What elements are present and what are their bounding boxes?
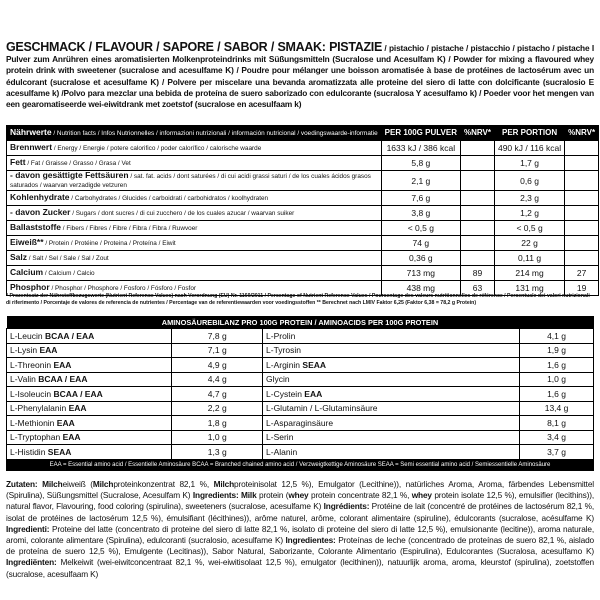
nrv-per-portion [565,141,599,156]
value-per-portion: 1,7 g [494,156,564,171]
ingredients-text [6,479,594,580]
nutrient-name: Brennwert [10,142,53,152]
nutrient-translations: / Sugars / dont sucres / di cui zucchero / de los cuales azucar / waarvan suiker [70,210,295,217]
flavour-description [6,42,594,110]
amino-acid-name [263,343,520,358]
amino-acid-name [7,329,172,344]
amino-acid-label: L-Arginin [266,359,301,370]
amino-acid-name [263,430,520,445]
nutrient-label [7,156,382,171]
amino-acid-label: L-Valin [10,374,36,385]
nutrient-translations: / Energy / Energie / potere calorifico / poder calorífico / calorische waarde [52,145,262,152]
nutrient-label [7,221,382,236]
amino-acid-row [7,329,594,344]
ingredients-segment: Milch [92,479,114,489]
nutrient-translations: / Protein / Protéine / Proteina / Proteína / Eiwit [43,240,176,247]
nutrient-name: - davon gesättigte Fettsäuren [10,170,129,180]
amino-acid-value: 1,0 g [172,430,263,445]
value-per-portion: 22 g [494,236,564,251]
value-per-100g: 74 g [381,236,460,251]
nutrient-name: Calcium [10,267,44,277]
amino-acid-label: L-Cystein [266,388,302,399]
ingredients-segment: whey [411,490,432,501]
header-nrv-portion: %NRV* [565,126,599,141]
nutrition-header-row [7,126,599,141]
nutrition-row [7,236,599,251]
nutrition-row [7,206,599,221]
amino-acid-value: 1,6 g [520,387,594,402]
value-per-portion: 0,11 g [494,251,564,266]
nutrition-row [7,221,599,236]
ingredients-segment: eiweiß ( [62,479,93,489]
amino-acid-row [7,358,594,373]
nutrient-name: - davon Zucker [10,207,71,217]
value-per-portion: 131 mg [494,281,564,296]
amino-acid-tag: BCAA / EAA [51,388,103,399]
nrv-per-100g [460,191,494,206]
value-per-100g: 713 mg [381,266,460,281]
amino-acid-label: L-Histidin [10,446,46,457]
value-per-100g: 0,36 g [381,251,460,266]
ingredients-segment: Ingredients: Milk [192,490,257,501]
ingredients-segment: Milch [42,479,63,489]
value-per-100g: 1633 kJ / 386 kcal [381,141,460,156]
ingredients-segment: proteinisolat 12,5 %), Emulgator (Lecithine)), natürliches Aroma, Aroma, färbendes Lebensmittel (Spirulina), Süßungsmittel (Sucralose, Acesulfam K) [6,479,594,501]
value-per-portion: 490 kJ / 116 kcal [494,141,564,156]
amino-acid-value: 1,6 g [520,358,594,373]
nrv-per-portion [565,171,599,191]
nutrient-name: Kohlenhydrate [10,192,70,202]
amino-acid-value: 4,9 g [172,358,263,373]
nutrient-name: Ballaststoffe [10,222,62,232]
amino-acid-value: 13,4 g [520,401,594,416]
nutrient-label [7,266,382,281]
nrv-per-portion: 27 [565,266,599,281]
amino-acid-value: 1,0 g [520,372,594,387]
nutrient-translations: / sat. fat. acids / dont saturées / di cui acidi grassi saturi / de los cuales ácidos grasos saturados / waarvan verzadigde vetzuren [10,173,371,189]
nrv-per-100g [460,251,494,266]
nrv-per-100g [460,141,494,156]
value-per-100g: 3,8 g [381,206,460,221]
value-per-portion: < 0,5 g [494,221,564,236]
amino-acid-label: L-Threonin [10,359,52,370]
amino-acid-value: 4,4 g [172,372,263,387]
amino-acid-value: 2,2 g [172,401,263,416]
value-per-100g: 2,1 g [381,171,460,191]
nutrient-translations: / Fibers / Fibres / Fibre / Fibra / Fibra / Ruwvoer [61,225,198,232]
amino-acid-row [7,430,594,445]
header-per-portion: PER PORTION [494,126,564,141]
amino-acid-value: 3,4 g [520,430,594,445]
amino-acid-tag: SEAA [45,446,72,457]
amino-acid-row [7,401,594,416]
amino-acid-value: 1,8 g [172,416,263,431]
amino-acid-legend: EAA = Essential amino acid / Essentielle Aminosäure BCAA = Branched chained amino acid / Verzweigtkettige Aminosäure SEAA = Semi essential amino acid / Semiessentielle Aminosäure [7,459,594,470]
amino-acid-tag: BCAA / EAA [42,330,95,341]
ingredients-segment: Ingrediënten: [6,557,57,568]
amino-acid-label: L-Tyrosin [266,345,301,356]
amino-acid-row [7,372,594,387]
nutrient-label [7,236,382,251]
amino-acid-name [7,387,172,402]
ingredients-segment: Ingredienti: [6,523,50,534]
nrv-per-100g: 63 [460,281,494,296]
nutrition-header-label: Nährwerte / Nutrition facts / Infos Nutrionnelles / informazioni nutrizionali / información nutricional / voedingswaarde-informatie [7,126,382,141]
amino-acid-name [263,401,520,416]
amino-acid-value: 8,1 g [520,416,594,431]
value-per-portion: 1,2 g [494,206,564,221]
nrv-per-portion [565,236,599,251]
ingredients-segment: Melkeiwit (wei-eiwitconcentraat 82,1 %, wei-eiwitisolaat 12,5 %), emulgator (lecithinen)), natuurlijk aroma, aroma, kleurstof (spirulina), zoetstoffen (sucralose, acesulfaam K) [6,557,594,579]
ingredients-segment: Milch [213,479,235,489]
ingredients-segment: Ingredientes: [285,535,336,546]
amino-acid-name [7,416,172,431]
amino-acid-value: 7,1 g [172,343,263,358]
amino-acid-tag: EAA [54,417,75,428]
flavour-heading: GESCHMACK / FLAVOUR / SAPORE / SABOR / SMAAK: PISTAZIE [6,40,383,54]
amino-acid-name [7,372,172,387]
nutrition-row [7,141,599,156]
nutrition-row [7,191,599,206]
nrv-footnote: * Prozentsatz der Nährstoffbezugswerte (Nutrient Reference Values) nach Verordnung (EU) Nr. 1169/2011 / Percentage of Nutrient Reference Values / Pourcentage des valeurs nutritionnelles de référence / Percentuale dei valori nutrizionali di riferimento / Porcentaje de valores de referencia de nutrientes / Percentage van de referentiewaarden voor voedingsstoffen ** Berechnet nach LMIV Faktor 6,25 (Faktor 6,38 = 78,2 g Protein) [6,293,590,306]
amino-acid-label: Glycin [266,374,290,385]
nrv-per-100g [460,171,494,191]
flavour-text: / pistachio / pistache / pistacchio / pistacho / pistache I Pulver zum Anrühren eines aromatisierten Molkenproteindrinks mit Süßungsmitteln (Sucralose und Acesulfam K) / Powder for mixing a flavoured whey protein drink with sweetener (sucralose and acesulfame K) / Poudre pour mélanger une boisson aromatisée à base de protéines de lactosérum avec un édulcorant (sucralose et acesulfame K) / Polvere per miscelare una bevanda aromatizzata alle proteine del siero di latte con dolcificante (sucralosio E acesulfame k) /Polvo para mezclar una bebida de proteína de suero saborizado con edulcorante (sucralosa Y acesulfamo k) / Poeder voor het mengen van een gearomatiseerde wei-eiwitdrank met zoetstof (sucralose en acesulfaam k) [6,43,594,110]
amino-acid-label: L-Asparaginsäure [266,417,334,428]
nutrient-label [7,191,382,206]
nutrition-row [7,266,599,281]
amino-acid-name [263,358,520,373]
nutrition-facts-table [6,125,599,296]
ingredients-segment: whey [288,490,309,501]
nutrient-name: Eiweiß** [10,237,44,247]
amino-acid-value: 4,7 g [172,387,263,402]
amino-acid-name [263,372,520,387]
nutrient-translations: / Phosphor / Phosphore / Fosforo / Fósforo / Fosfor [49,285,197,292]
value-per-portion: 0,6 g [494,171,564,191]
amino-acid-tag: EAA [301,388,323,399]
ingredients-segment: Proteine del latte (concentrato di proteine del siero di latte 82,1 %, isolato di proteine del siero di latte 12,5 %), emulsionante (lecitine)), aroma naturale, aromi, colorante alimentare (Spirulina), edulcoranti (sucralosio, acesulfame K) [6,523,594,546]
value-per-100g: < 0,5 g [381,221,460,236]
amino-acid-name [263,387,520,402]
amino-acid-value: 7,8 g [172,329,263,344]
nrv-per-portion: 19 [565,281,599,296]
nutrient-label [7,171,382,191]
amino-acid-value: 1,3 g [172,445,263,460]
amino-acid-label: L-Prolin [266,330,296,341]
amino-acid-row [7,387,594,402]
nutrient-label [7,206,382,221]
amino-acid-label: L-Methionin [10,417,55,428]
header-nrv-100g: %NRV* [460,126,494,141]
nutrient-label [7,141,382,156]
amino-acid-label: L-Lysin [10,345,38,356]
ingredients-segment: Proteínas de leche (concentrado de proteínas de suero 82,1 %, aislado de proteína de suero 12,5 %), Emulgente (Lecitinas)), Sabor Natural, Saborizante, Colorante Alimentario (Espirulina), Edulcorantes (Sucralosa, acesulfamo K) [6,535,594,557]
ingredients-segment: Zutaten: [6,479,43,489]
value-per-100g: 5,8 g [381,156,460,171]
amino-acid-tag: EAA [37,345,58,356]
nutrient-translations: / Fat / Graisse / Grasso / Grasa / Vet [25,160,131,167]
nutrient-name: Fett [10,157,26,167]
amino-acid-value: 1,9 g [520,343,594,358]
amino-acid-value: 4,1 g [520,329,594,344]
amino-acid-name [7,343,172,358]
value-per-portion: 2,3 g [494,191,564,206]
amino-acid-tag: EAA [66,403,87,414]
amino-acid-tag: BCAA / EAA [35,374,88,385]
nutrition-row [7,251,599,266]
amino-acid-tag: EAA [60,432,81,443]
amino-acid-title: AMINOSÄUREBILANZ PRO 100G PROTEIN / AMINOACIDS PER 100G PROTEIN [7,316,594,329]
nutrient-translations: / Carbohydrates / Glucides / carboidrati / carbohidratos / koolhydraten [69,195,269,202]
nutrition-row [7,171,599,191]
nrv-per-portion [565,206,599,221]
amino-acid-name [7,430,172,445]
ingredients-segment: protein concentrate 82,1 %, [308,490,412,501]
amino-acid-label: L-Serin [266,432,294,443]
nrv-per-100g: 89 [460,266,494,281]
header-per-100g: PER 100G PULVER [381,126,460,141]
amino-acid-name [263,416,520,431]
nutrient-label [7,251,382,266]
nrv-per-100g [460,236,494,251]
nutrient-translations: / Calcium / Calcio [43,270,95,277]
amino-acid-label: L-Glutamin / L-Glutaminsäure [266,403,378,414]
nrv-per-100g [460,206,494,221]
amino-acid-label: L-Leucin [10,330,43,341]
ingredients-segment: protein ( [256,490,289,501]
amino-acid-label: L-Phenylalanin [10,403,67,414]
amino-acid-name [7,445,172,460]
ingredients-segment: Ingrédients: [323,501,370,512]
amino-acid-row [7,445,594,460]
amino-acid-name [263,445,520,460]
nutrient-name: Phosphor [10,282,50,292]
amino-acid-tag: SEAA [300,359,327,370]
nutrient-name: Salz [10,252,28,262]
amino-acid-row [7,416,594,431]
amino-acid-tag: EAA [51,359,72,370]
amino-acid-name [7,401,172,416]
ingredients-segment: proteinkonzentrat 82,1 %, [113,479,214,489]
nrv-per-100g [460,221,494,236]
value-per-portion: 214 mg [494,266,564,281]
amino-acid-row [7,343,594,358]
amino-acid-label: L-Tryptophan [10,432,61,443]
nutrition-row [7,156,599,171]
nrv-per-portion [565,191,599,206]
nrv-per-portion [565,156,599,171]
nrv-per-portion [565,221,599,236]
amino-acid-name [263,329,520,344]
amino-acid-label: L-Alanin [266,446,298,457]
amino-acid-name [7,358,172,373]
nrv-per-portion [565,251,599,266]
nutrient-translations: / Salt / Sel / Sale / Sal / Zout [27,255,109,262]
value-per-100g: 438 mg [381,281,460,296]
amino-acid-table [6,316,594,471]
ingredients-segment: protein isolate 12,5 %), emulsifier (lecithins)), natural flavor, Flavouring, food coloring (spirulina), sweeteners (sucralose, acesulfame K) [6,490,594,512]
value-per-100g: 7,6 g [381,191,460,206]
ingredients-segment: Protéine de lait (concentré de protéines de lactosérum 82,1 %, isolat de protéines de lactosérum 12,5 %), émulsifiant (lécithines)), arôme naturel, arôme, colorant alimentaire (spiruline), édulcorants (sucralose, acésulfame K) [6,501,594,523]
amino-acid-label: L-Isoleucin [10,388,52,399]
nrv-per-100g [460,156,494,171]
amino-acid-value: 3,7 g [520,445,594,460]
